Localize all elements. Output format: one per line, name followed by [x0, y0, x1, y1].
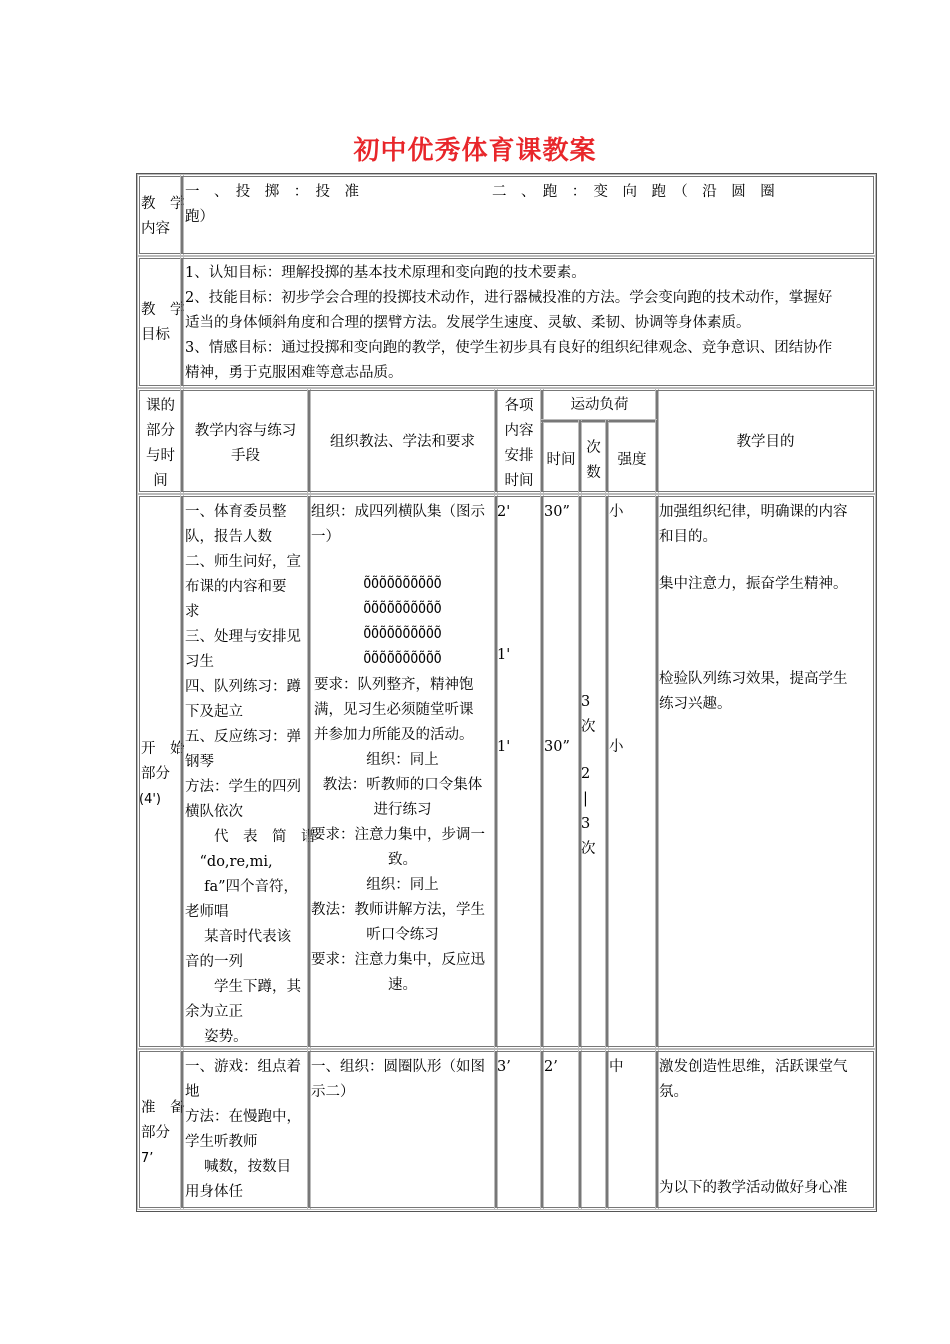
s1-method-req1: 要求：队列整齐，精神饱 [314, 677, 474, 693]
goals-label-line2: 目标 [141, 327, 170, 343]
s1-intensity: 小 [609, 504, 624, 520]
content-line: 二、师生问好，宣 [185, 554, 301, 570]
s2-purpose: 激发创造性思维，活跃课堂气 [659, 1059, 848, 1075]
header-timearr: 时间 [504, 473, 534, 489]
s1-count: 3 [581, 816, 591, 832]
content-label-line2: 内容 [141, 221, 170, 237]
s1-purpose: 加强组织纪律，明确课的内容 [659, 504, 848, 520]
goal-line: 精神，勇于克服困难等意志品质。 [185, 365, 403, 381]
content-line: 老师唱 [185, 904, 229, 920]
header-timearr: 各项 [504, 398, 534, 414]
s1-count: | [583, 791, 588, 807]
s2-count-cell [580, 1051, 607, 1208]
s1-time: 30” [544, 504, 570, 520]
content-line: 地 [185, 1084, 200, 1100]
s1-purpose: 和目的。 [659, 529, 717, 545]
header-timearr: 内容 [504, 423, 534, 439]
content-line: 音的一列 [185, 954, 243, 970]
header-content: 教学内容与练习 [194, 423, 297, 439]
s1-method-req2: 要求：注意力集中，步调一 [311, 827, 485, 843]
header-part: 与时 [146, 448, 175, 464]
header-count: 数 [586, 465, 601, 481]
s1-part: (4') [139, 792, 161, 807]
s1-intensity: 小 [609, 739, 624, 755]
s1-purpose: 练习兴趣。 [659, 696, 732, 712]
goal-line: 3、情感目标：通过投掷和变向跑的教学，使学生初步具有良好的组织纪律观念、竞争意识、团结协作 [185, 340, 833, 356]
content-label-line1: 教 学 [141, 196, 185, 212]
content-line: 一、游戏：组点着 [185, 1059, 301, 1075]
content-line: 队，报告人数 [185, 529, 272, 545]
s1-timearr: 1' [497, 647, 511, 663]
s1-time-cell [542, 496, 580, 1047]
s1-method-req1: 并参加力所能及的活动。 [314, 727, 474, 743]
s2-timearr: 3’ [497, 1059, 511, 1075]
s1-timearr: 2' [497, 504, 511, 520]
content-line2: 跑） [185, 209, 214, 225]
s1-part: 开 始 [141, 741, 185, 757]
s1-method-req2: 致。 [388, 852, 417, 868]
header-part: 间 [153, 473, 168, 489]
s1-count: 2 [581, 766, 591, 782]
s1-timearr-cell [496, 496, 542, 1047]
header-purpose: 教学目的 [736, 434, 795, 450]
content-line: 方法：学生的四列 [185, 779, 301, 795]
header-part: 课的 [146, 398, 175, 414]
page-title: 初中优秀体育课教案 [353, 136, 597, 166]
s2-time: 2’ [544, 1059, 558, 1075]
s1-method-teach3: 教法：教师讲解方法，学生 [311, 902, 485, 918]
formation-row: ÕÕÕÕÕÕÕÕÕÕ [363, 652, 442, 667]
formation-row: ÕÕÕÕÕÕÕÕÕÕ [363, 602, 442, 617]
header-method: 组织教法、学法和要求 [330, 434, 475, 450]
s1-method-teach2: 教法：听教师的口令集体 [322, 777, 483, 793]
content-line: 用身体任 [185, 1184, 243, 1200]
s1-method-req1: 满，见习生必须随堂听课 [314, 702, 474, 718]
content-line: 习生 [185, 654, 214, 670]
s1-method-org1b: 一） [311, 529, 340, 545]
content-line: 一、体育委员整 [185, 504, 287, 520]
content-line: 喊数，按数目 [185, 1159, 292, 1175]
header-load: 运动负荷 [570, 397, 629, 413]
content-line: 余为立正 [185, 1004, 243, 1020]
goal-line: 1、认知目标：理解投掷的基本技术原理和变向跑的技术要素。 [185, 265, 586, 281]
header-content: 手段 [231, 448, 260, 464]
s2-part: 7’ [141, 1151, 154, 1166]
content-line1-right: 二 、 跑 ： 变 向 跑 （ 沿 圆 圈 [492, 184, 775, 200]
s2-part: 部分 [141, 1125, 170, 1141]
s1-count: 3 [581, 694, 591, 710]
content-line: 方法：在慢跑中， [185, 1109, 301, 1125]
content-line: 下及起立 [185, 704, 243, 720]
s2-method: 一、组织：圆圈队形（如图 [311, 1059, 485, 1075]
header-part: 部分 [146, 423, 175, 439]
content-line: 布课的内容和要 [185, 579, 287, 595]
formation-row: ÕÕÕÕÕÕÕÕÕÕ [363, 577, 442, 592]
content-line: 三、处理与安排见 [185, 629, 301, 645]
goals-label-line1: 教 学 [141, 302, 185, 318]
header-timearr: 安排 [504, 448, 534, 464]
s1-count: 次 [581, 719, 596, 735]
s1-timearr: 1' [497, 739, 511, 755]
goal-line: 适当的身体倾斜角度和合理的摆臂方法。发展学生速度、灵敏、柔韧、协调等身体素质。 [185, 315, 751, 331]
header-intensity: 强度 [617, 452, 647, 468]
s1-method-req3: 要求：注意力集中，反应迅 [311, 952, 485, 968]
content-line: 横队依次 [185, 804, 243, 820]
s1-intensity-cell [607, 496, 657, 1047]
content-line: 学生下蹲，其 [185, 979, 301, 995]
s1-method-teach3: 听口令练习 [366, 927, 439, 943]
s1-purpose: 集中注意力，振奋学生精神。 [659, 576, 848, 592]
s1-count: 次 [581, 841, 596, 857]
s1-time: 30” [544, 739, 570, 755]
content-line: fa”四个音符， [185, 879, 299, 895]
s1-method-org1: 组织：成四列横队集（图示 [311, 504, 485, 520]
goal-line: 2、技能目标：初步学会合理的投掷技术动作，进行器械投准的方法。学会变向跑的技术动作，掌握好 [185, 290, 833, 306]
s1-purpose: 检验队列练习效果，提高学生 [659, 671, 848, 687]
s2-purpose: 氛。 [659, 1084, 688, 1100]
s2-part: 准 备 [141, 1100, 185, 1116]
formation-row: ÕÕÕÕÕÕÕÕÕÕ [363, 627, 442, 642]
content-line: 求 [185, 604, 200, 620]
content-line1-left: 一 、 投 掷 ： 投 准 [185, 184, 359, 200]
s1-method-org2: 组织：同上 [366, 752, 439, 768]
content-line: 代 表 简 谱 [185, 829, 316, 845]
s1-method-req3: 速。 [388, 977, 417, 993]
header-time: 时间 [546, 452, 576, 468]
content-line: 姿势。 [185, 1029, 248, 1045]
content-line: 学生听教师 [185, 1134, 258, 1150]
content-line: 钢琴 [185, 754, 214, 770]
content-line: 五、反应练习：弹 [185, 729, 301, 745]
s1-method-teach2: 进行练习 [373, 802, 432, 818]
s2-purpose: 为以下的教学活动做好身心准 [659, 1180, 848, 1196]
s1-part: 部分 [141, 766, 170, 782]
content-line: “do,re,mi, [185, 854, 273, 870]
header-count: 次 [586, 440, 601, 456]
content-line: 四、队列练习：蹲 [185, 679, 301, 695]
s2-intensity: 中 [609, 1059, 624, 1075]
content-line: 某音时代表该 [185, 929, 292, 945]
s2-method: 示二） [311, 1084, 355, 1100]
s1-method-org3: 组织：同上 [366, 877, 439, 893]
